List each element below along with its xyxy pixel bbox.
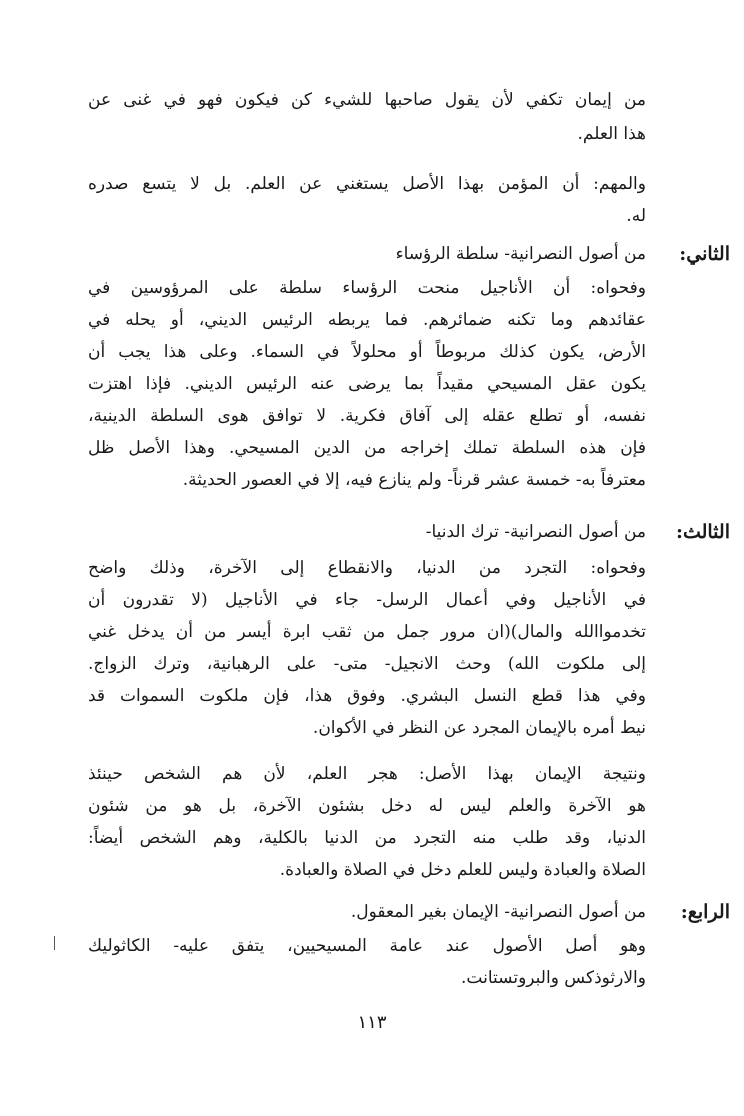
margin-mark [54, 936, 55, 950]
text-line: إلى ملكوت الله) وحث الانجيل- متى- على الرهبانية، وترك الزواج. [88, 654, 646, 674]
text-line: فإن هذه السلطة تملك إخراجه من الدين المسيحي. وهذا الأصل ظل [88, 438, 646, 458]
section-title: من أصول النصرانية- ترك الدنيا- [425, 522, 646, 542]
text-line: معترفاً به- خمسة عشر قرناً- ولم ينازع فيه، إلا في العصور الحديثة. [182, 470, 646, 490]
section-heading-fourth [88, 894, 730, 930]
text-line: تخدمواالله والمال)(ان مرور جمل من ثقب ابرة أيسر من أن يدخل غني [88, 622, 646, 642]
section-title: من أصول النصرانية- الإيمان بغير المعقول. [350, 902, 646, 922]
text-line: من إيمان تكفي لأن يقول صاحبها للشيء كن فيكون فهو في غنى عن [88, 90, 646, 110]
text-line: وفي هذا قطع النسل البشري. وفوق هذا، فإن ملكوت السموات قد [88, 686, 646, 706]
text-line: الدنيا، وقد طلب منه التجرد من الدنيا بالكلية، وهم الشخص أيضاً: [88, 828, 646, 848]
section-heading-third [88, 514, 730, 550]
section-title: من أصول النصرانية- سلطة الرؤساء [395, 244, 646, 264]
text-line: وهو أصل الأصول عند عامة المسيحيين، يتفق عليه- الكاثوليك [88, 936, 646, 956]
text-line: عقائدهم وما تكنه ضمائرهم. فما يربطه الرئيس الديني، أو يحله في [88, 310, 646, 330]
text-line: في الأناجيل وفي أعمال الرسل- جاء في الأناجيل (لا تقدرون أن [88, 590, 646, 610]
text-line: وفحواه: التجرد من الدنيا، والانقطاع إلى الآخرة، وذلك واضح [88, 558, 646, 578]
section-label: الثالث: [675, 521, 730, 543]
page-number: ١١٣ [357, 1012, 387, 1033]
section-label: الثاني: [679, 243, 730, 265]
text-line: نفسه، أو تطلع عقله إلى آفاق فكرية. لا توافق هوى السلطة الدينية، [88, 406, 646, 426]
section-heading-second [88, 236, 730, 272]
text-line: نيط أمره بالإيمان المجرد عن النظر في الأكوان. [312, 718, 646, 738]
text-line: الأرض، يكون كذلك مربوطاً أو محلولاً في السماء. وعلى هذا يجب أن [88, 342, 646, 362]
text-line: الصلاة والعبادة وليس للعلم دخل في الصلاة والعبادة. [279, 860, 646, 880]
text-line: وفحواه: أن الأناجيل منحت الرؤساء سلطة على المرؤوسين في [88, 278, 646, 298]
text-line: والمهم: أن المؤمن بهذا الأصل يستغني عن العلم. بل لا يتسع صدره [88, 174, 646, 194]
text-line: هو الآخرة والعلم ليس له دخل بشئون الآخرة، بل هو من شئون [88, 796, 646, 816]
section-label: الرابع: [680, 901, 730, 923]
text-line: هذا العلم. [577, 124, 646, 144]
text-line: ونتيجة الإيمان بهذا الأصل: هجر العلم، لأن هم الشخص حينئذ [88, 764, 646, 784]
text-line: له. [626, 206, 646, 226]
text-line: والارثوذكس والبروتستانت. [461, 968, 646, 988]
text-line: يكون عقل المسيحي مقيداً بما يرضى عنه الرئيس الديني. فإذا اهتزت [88, 374, 646, 394]
